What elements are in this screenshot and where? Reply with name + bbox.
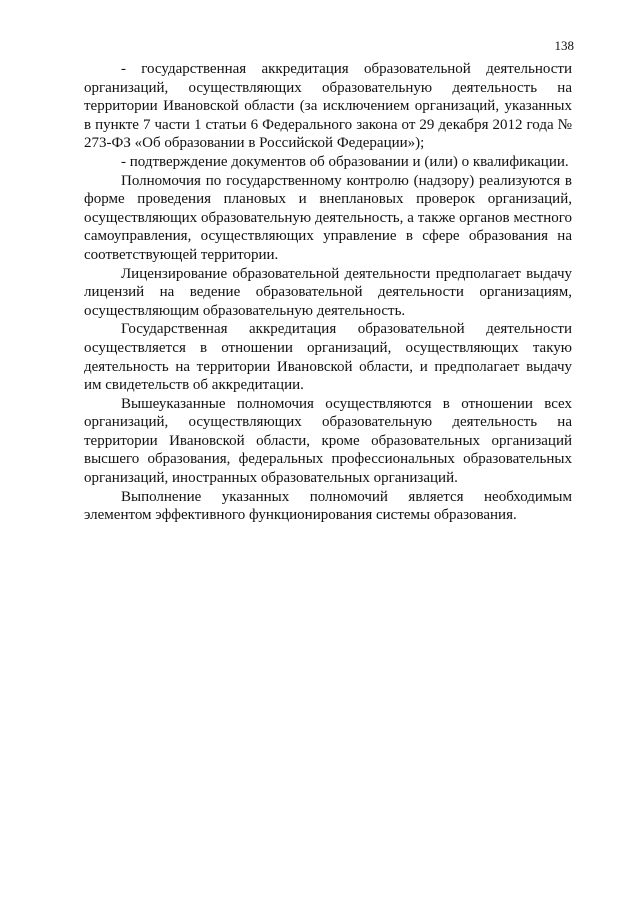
paragraph-confirmation-item: - подтверждение документов об образовании и (или) о квалификации. [121, 153, 569, 170]
paragraph-conclusion: Выполнение указанных полномочий является необходимым элементом эффективного функционирования системы образования. [84, 488, 572, 524]
paragraph-state-accreditation: Государственная аккредитация образовательной деятельности осуществляется в отношении организаций, осуществляющих такую деятельность на территории Ивановской области, и предполагает выдачу им свидетельств об аккредитации. [84, 321, 572, 394]
paragraph-accreditation-item: - государственная аккредитация образовательной деятельности организаций, осуществляющих образовательную деятельность на территории Ивановской области (за исключением организаций, указанных в пункте 7 части 1 статьи 6 Федерального закона от 29 декабря 2012 года № 273-ФЗ «Об образовании в Российской Федерации»); [84, 61, 572, 152]
paragraph-licensing: Лицензирование образовательной деятельности предполагает выдачу лицензий на ведение образовательной деятельности организациям, осуществляющим образовательную деятельность. [84, 265, 572, 319]
paragraph-scope: Вышеуказанные полномочия осуществляются в отношении всех организаций, осуществляющих образовательную деятельность на территории Ивановской области, кроме образовательных организаций высшего образования, федеральных профессиональных образовательных организаций, иностранных образовательных организаций. [84, 395, 572, 487]
document-body [84, 60, 572, 525]
paragraph-control-powers: Полномочия по государственному контролю (надзору) реализуются в форме проведения плановых и внеплановых проверок организаций, осуществляющих образовательную деятельность, а также органов местного самоуправления, осуществляющих управление в сфере образования на соответствующей территории. [84, 172, 572, 263]
page-number: 138 [554, 38, 574, 53]
